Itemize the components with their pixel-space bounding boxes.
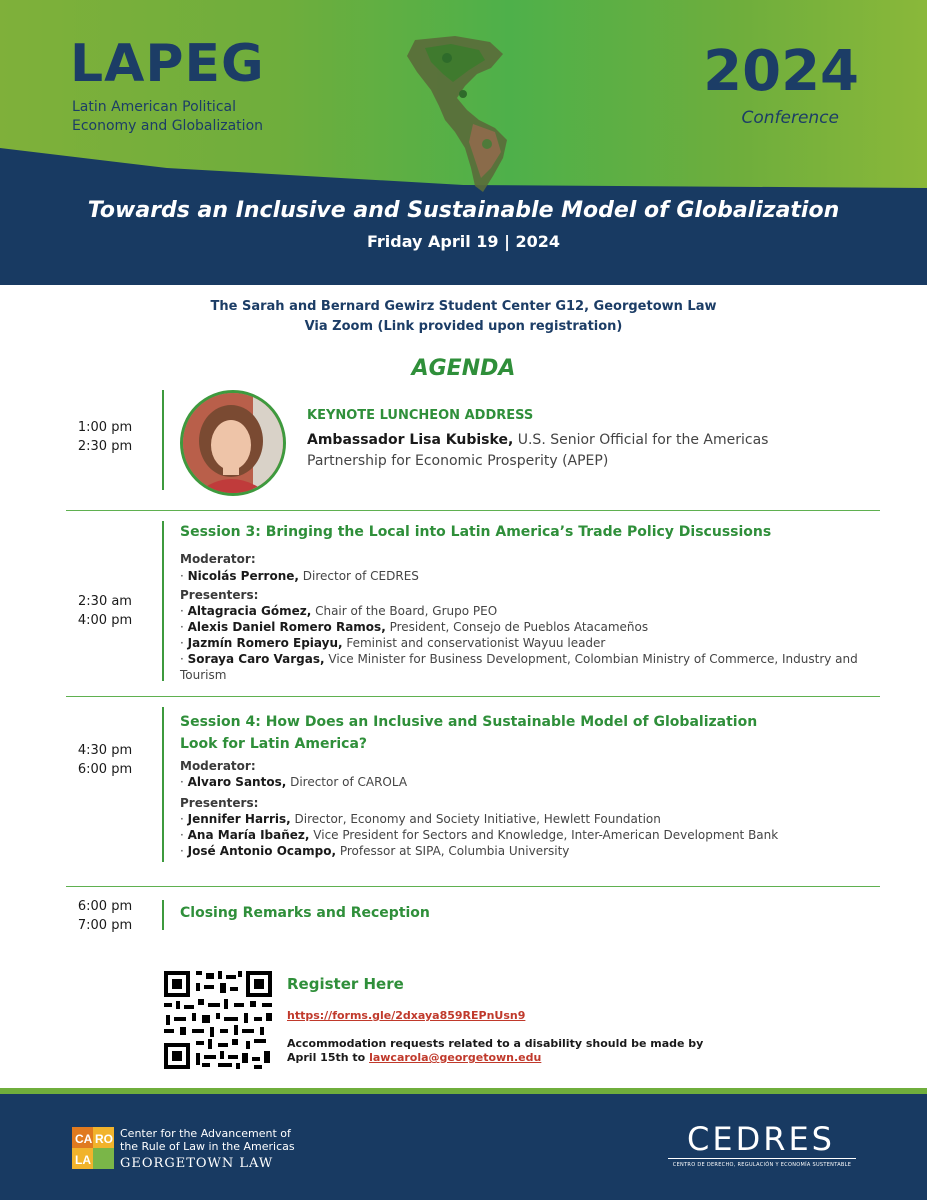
closing-time xyxy=(65,897,145,935)
georgetown-law-wordmark: GEORGETOWN LAW xyxy=(120,1156,274,1171)
venue-line2: Via Zoom (Link provided upon registration) xyxy=(304,319,623,334)
closing-divider xyxy=(162,900,164,930)
separator-2 xyxy=(66,696,880,697)
keynote-time-start: 1:00 pm xyxy=(77,420,133,435)
presenter-name: Altagracia Gómez, xyxy=(187,604,312,618)
closing-title: Closing Remarks and Reception xyxy=(180,905,430,921)
session3-moderator: · Nicolás Perrone, Director of CEDRES xyxy=(180,569,419,583)
session3-time xyxy=(65,592,145,630)
carola-line2: the Rule of Law in the Americas xyxy=(120,1140,295,1153)
moderator-name: Nicolás Perrone, xyxy=(187,569,299,583)
session3-presenter: · Altagracia Gómez, Chair of the Board, Grupo PEO xyxy=(180,604,498,618)
keynote-divider xyxy=(162,390,164,490)
presenter-role: President, Consejo de Pueblos Atacameños xyxy=(385,620,649,634)
moderator-name: Alvaro Santos, xyxy=(187,775,287,789)
session3-moderator-label: Moderator: xyxy=(180,552,256,566)
session4-time-end: 6:00 pm xyxy=(77,762,133,777)
register-heading: Register Here xyxy=(287,975,404,993)
presenter-role: Vice President for Sectors and Knowledge, Inter-American Development Bank xyxy=(309,828,779,842)
carola-logo-icon xyxy=(72,1127,114,1169)
cedres-rule xyxy=(668,1158,856,1159)
session3-presenter: · Soraya Caro Vargas, Vice Minister for Business Development, Colombian Ministry of Commerce, Industry and Tourism xyxy=(180,652,858,682)
session3-presenter: · Alexis Daniel Romero Ramos, President, Consejo de Pueblos Atacameños xyxy=(180,620,649,634)
session4-presenter: · José Antonio Ocampo, Professor at SIPA, Columbia University xyxy=(180,844,570,858)
lapeg-subtitle xyxy=(72,98,302,136)
presenter-role: Feminist and conservationist Wayuu leader xyxy=(342,636,606,650)
session4-time xyxy=(65,741,145,779)
presenter-name: Ana María Ibañez, xyxy=(187,828,310,842)
session3-time-start: 2:30 am xyxy=(78,594,132,609)
carola-ro: RO xyxy=(95,1132,113,1146)
conference-year: 2024 xyxy=(703,39,859,104)
presenter-name: Soraya Caro Vargas, xyxy=(187,652,325,666)
closing-time-start: 6:00 pm xyxy=(77,899,133,914)
lapeg-subtitle-line1: Latin American Political xyxy=(72,99,236,115)
agenda-heading: AGENDA xyxy=(411,356,516,381)
latin-america-map-icon xyxy=(395,28,565,198)
presenter-name: Jennifer Harris, xyxy=(187,812,291,826)
conference-label: Conference xyxy=(741,108,839,128)
session4-presenter: · Ana María Ibañez, Vice President for Sectors and Knowledge, Inter-American Development Bank xyxy=(180,828,779,842)
speaker-photo xyxy=(180,390,286,496)
lapeg-subtitle-line2: Economy and Globalization xyxy=(72,118,264,134)
registration-link[interactable]: https://forms.gle/2dxaya859REPnUsn9 xyxy=(287,1009,526,1022)
accommodation-text: Accommodation requests related to a disability should be made by April 15th to xyxy=(287,1037,704,1064)
event-date: Friday April 19 | 2024 xyxy=(366,232,561,251)
presenter-role: Chair of the Board, Grupo PEO xyxy=(311,604,498,618)
closing-time-end: 7:00 pm xyxy=(77,918,133,933)
session3-presenters-label: Presenters: xyxy=(180,588,259,602)
keynote-speaker xyxy=(307,430,827,472)
session3-title: Session 3: Bringing the Local into Latin America’s Trade Policy Discussions xyxy=(180,524,772,540)
page-title: Towards an Inclusive and Sustainable Model of Globalization xyxy=(87,198,840,223)
moderator-role: Director of CEDRES xyxy=(298,569,419,583)
cedres-logo: CEDRES xyxy=(687,1120,835,1158)
speaker-portrait-icon xyxy=(183,393,283,493)
session4-title: Session 4: How Does an Inclusive and Sustainable Model of Globalization Look for Latin America? xyxy=(180,714,758,752)
carola-ca: CA xyxy=(75,1132,93,1146)
session4-divider xyxy=(162,707,164,862)
carola-line1: Center for the Advancement of xyxy=(120,1127,291,1140)
presenter-name: Alexis Daniel Romero Ramos, xyxy=(187,620,386,634)
presenter-role: Professor at SIPA, Columbia University xyxy=(336,844,570,858)
presenter-role: Director, Economy and Society Initiative, Hewlett Foundation xyxy=(290,812,661,826)
carola-la: LA xyxy=(75,1153,91,1167)
session4-moderator-label: Moderator: xyxy=(180,759,256,773)
session3-divider xyxy=(162,521,164,681)
carola-name xyxy=(120,1127,310,1153)
session4-time-start: 4:30 pm xyxy=(77,743,133,758)
session4-presenter: · Jennifer Harris, Director, Economy and Society Initiative, Hewlett Foundation xyxy=(180,812,661,826)
keynote-speaker-role-line2: Partnership for Economic Prosperity (APEP) xyxy=(307,453,609,469)
presenter-name: José Antonio Ocampo, xyxy=(187,844,337,858)
session4-moderator: · Alvaro Santos, Director of CAROLA xyxy=(180,775,408,789)
moderator-role: Director of CAROLA xyxy=(286,775,408,789)
session3-presenter: · Jazmín Romero Epiayu, Feminist and conservationist Wayuu leader xyxy=(180,636,606,650)
venue-info xyxy=(0,297,927,337)
separator-3 xyxy=(66,886,880,887)
keynote-heading: KEYNOTE LUNCHEON ADDRESS xyxy=(307,408,534,423)
qr-code-icon[interactable] xyxy=(162,969,274,1071)
header-banner xyxy=(0,0,927,285)
accommodation-note xyxy=(287,1037,707,1065)
session4-presenters-label: Presenters: xyxy=(180,796,259,810)
separator-1 xyxy=(66,510,880,511)
lapeg-logo: LAPEG xyxy=(70,34,265,94)
presenter-role: Vice Minister for Business Development, Colombian Ministry of Commerce, Industry and Tourism xyxy=(180,652,858,682)
keynote-time xyxy=(65,418,145,456)
presenter-name: Jazmín Romero Epiayu, xyxy=(187,636,343,650)
contact-email-link[interactable]: lawcarola@georgetown.edu xyxy=(369,1051,542,1064)
venue-line1: The Sarah and Bernard Gewirz Student Center G12, Georgetown Law xyxy=(210,299,717,314)
keynote-speaker-role-line1: U.S. Senior Official for the Americas xyxy=(513,432,769,448)
cedres-subtitle: CENTRO DE DERECHO, REGULACIÓN Y ECONOMÍA SUSTENTABLE xyxy=(672,1162,852,1168)
keynote-speaker-name: Ambassador Lisa Kubiske, xyxy=(307,432,514,448)
keynote-time-end: 2:30 pm xyxy=(77,439,133,454)
session3-time-end: 4:00 pm xyxy=(77,613,133,628)
